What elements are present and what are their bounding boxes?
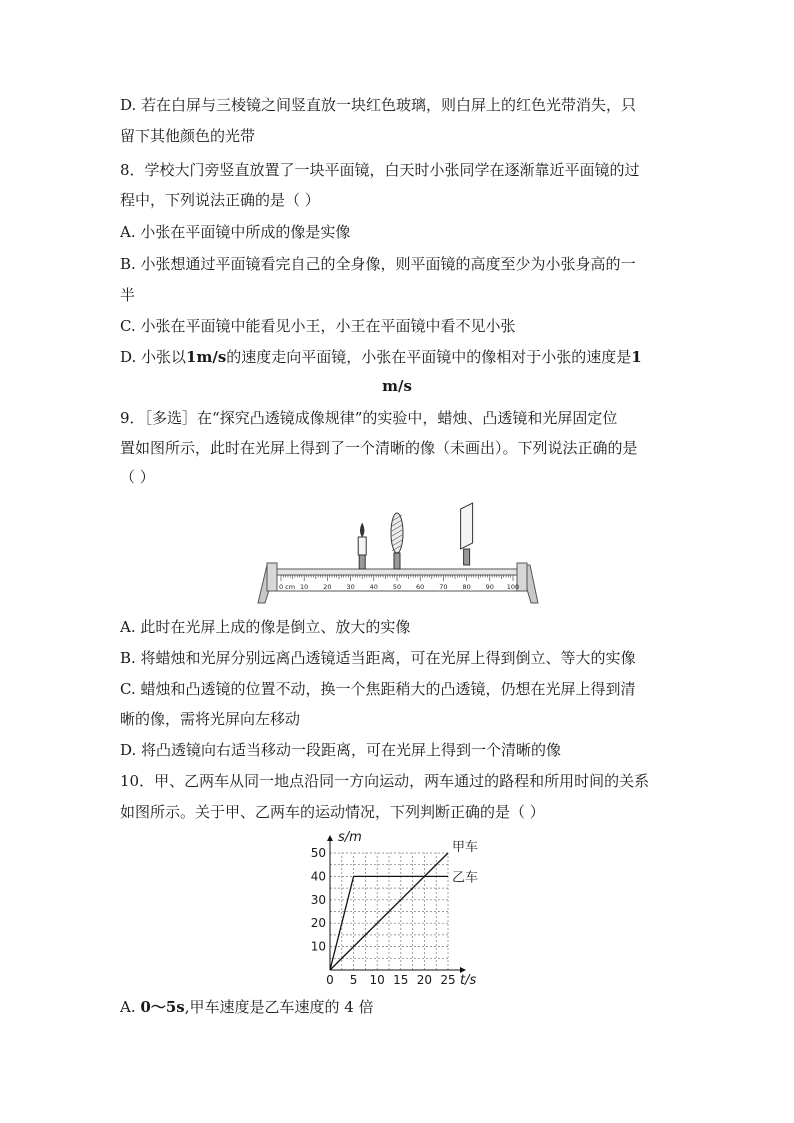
series-label-yi: 乙车: [452, 870, 479, 886]
x-tick-label: 15: [393, 973, 409, 987]
q8-option-d-unit: m/s: [382, 377, 412, 395]
chart-series: [330, 840, 478, 970]
y-axis-arrow: [327, 835, 333, 841]
y-tick-label: 40: [310, 869, 326, 884]
q7-option-d-line1: D. 若在白屏与三棱镜之间竖直放一块红色玻璃，则白屏上的红色光带消失，只: [120, 96, 637, 114]
q8-option-b-line2: 半: [120, 286, 136, 304]
q8-stem-line1: 8．学校大门旁竖直放置了一块平面镜，白天时小张同学在逐渐靠近平面镜的过: [120, 161, 640, 179]
q9-option-a: A. 此时在光屏上成的像是倒立、放大的实像: [120, 618, 411, 636]
y-axis-label: s/m: [338, 830, 362, 845]
light-screen-icon: [461, 503, 473, 565]
y-tick-label: 20: [310, 916, 326, 931]
q8-option-d-speed: 1m/s: [186, 348, 227, 366]
q9-stem-line1: 9．［多选］在“探究凸透镜成像规律”的实验中，蜡烛、凸透镜和光屏固定位: [120, 409, 618, 427]
bench-left-end: [267, 563, 277, 591]
q9-option-d: D. 将凸透镜向右适当移动一段距离，可在光屏上得到一个清晰的像: [120, 741, 562, 759]
q10-stem-line2: 如图所示。关于甲、乙两车的运动情况，下列判断正确的是（ ）: [120, 803, 545, 821]
x-axis-label: t/s: [460, 973, 477, 988]
candle-icon: [358, 523, 366, 569]
bench-tick-label: 10: [300, 583, 309, 591]
q10-option-a-range: 0～5s: [140, 998, 185, 1016]
bench-tick-label: 40: [369, 583, 378, 591]
q9-stem-line2: 置如图所示，此时在光屏上得到了一个清晰的像（未画出）。下列说法正确的是: [120, 439, 638, 457]
q7-option-d-line2: 留下其他颜色的光带: [120, 127, 256, 145]
y-tick-label: 30: [310, 892, 326, 907]
y-tick-label: 50: [310, 846, 326, 860]
q10-option-a-prefix: A.: [120, 998, 136, 1016]
series-label-jia: 甲车: [452, 840, 479, 855]
q8-option-d-mid: 的速度走向平面镜，小张在平面镜中的像相对于小张的速度是: [226, 348, 632, 366]
x-tick-label: 10: [369, 973, 385, 987]
optical-bench-figure: [255, 495, 540, 610]
bench-tick-label: 70: [439, 583, 448, 591]
q10-option-a-text: ,甲车速度是乙车速度的 4 倍: [184, 998, 374, 1016]
q10-stem-line1: 10．甲、乙两车从同一地点沿同一方向运动，两车通过的路程和所用时间的关系: [120, 772, 650, 790]
x-tick-label: 25: [440, 973, 456, 987]
q9-option-c-line2: 晰的像，需将光屏向左移动: [120, 710, 301, 728]
q8-option-d-value: 1: [631, 348, 642, 366]
convex-lens-icon: [391, 513, 403, 569]
q9-stem-line3: （ ）: [120, 468, 155, 486]
x-tick-label: 20: [416, 973, 433, 987]
q8-option-d: [120, 347, 642, 367]
bench-tick-label: 100: [506, 583, 520, 591]
q8-option-c: C. 小张在平面镜中能看见小王，小王在平面镜中看不见小张: [120, 317, 516, 335]
q8-option-d-prefix: D. 小张以: [120, 348, 187, 366]
x-tick-label: 5: [349, 973, 358, 987]
bench-rail: [277, 569, 517, 575]
y-tick-label: 10: [310, 939, 326, 954]
x-tick-label: 0: [326, 973, 334, 987]
bench-tick-label: 80: [462, 583, 471, 591]
bench-tick-label: 30: [346, 583, 355, 591]
q8-option-b-line1: B. 小张想通过平面镜看完自己的全身像，则平面镜的高度至少为小张身高的一: [120, 255, 636, 273]
q9-option-c-line1: C. 蜡烛和凸透镜的位置不动，换一个焦距稍大的凸透镜，仍想在光屏上得到清: [120, 680, 636, 698]
q9-option-b: B. 将蜡烛和光屏分别远离凸透镜适当距离，可在光屏上得到倒立、等大的实像: [120, 649, 636, 667]
bench-tick-label: 0 cm: [278, 583, 296, 591]
bench-tick-label: 90: [485, 583, 494, 591]
bench-tick-label: 60: [416, 583, 425, 591]
bench-tick-label: 50: [392, 583, 402, 591]
q8-stem-line2: 程中，下列说法正确的是（ ）: [120, 191, 320, 209]
q10-option-a: [120, 997, 374, 1017]
q8-option-a: A. 小张在平面镜中所成的像是实像: [120, 223, 351, 241]
bench-tick-label: 20: [323, 583, 332, 591]
st-graph: [300, 830, 500, 995]
